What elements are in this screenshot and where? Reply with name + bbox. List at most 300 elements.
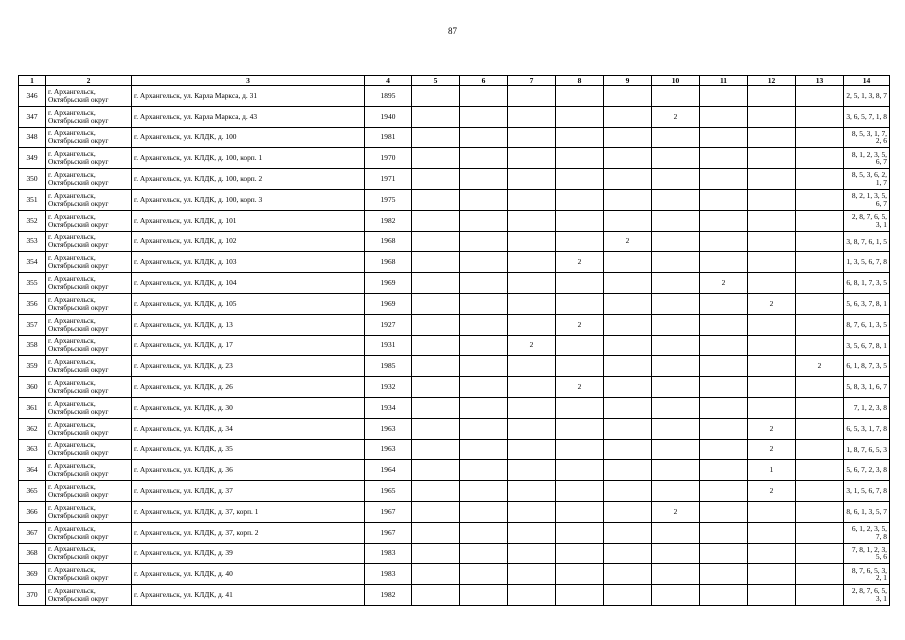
row-value-c11 <box>700 377 748 398</box>
location-district: Октябрьский округ <box>48 344 109 354</box>
row-value-c13 <box>796 460 844 481</box>
row-order: 3, 5, 6, 7, 8, 1 <box>844 335 890 356</box>
row-value-c5 <box>412 543 460 564</box>
column-header: 2 <box>46 76 132 86</box>
row-number: 362 <box>19 418 46 439</box>
table-row <box>19 522 890 543</box>
row-value-c9 <box>604 169 652 190</box>
row-value-c10 <box>652 210 700 231</box>
row-year: 1968 <box>365 252 412 273</box>
location-district: Октябрьский округ <box>48 594 109 604</box>
row-address: г. Архангельск, ул. КЛДК, д. 26 <box>132 377 365 398</box>
location-district: Октябрьский округ <box>48 386 109 396</box>
column-header: 5 <box>412 76 460 86</box>
row-value-c9 <box>604 106 652 127</box>
row-value-c13 <box>796 86 844 107</box>
row-order: 8, 5, 3, 1, 7, 2, 6 <box>844 127 890 148</box>
row-year: 1967 <box>365 522 412 543</box>
row-value-c8 <box>556 439 604 460</box>
table-row <box>19 210 890 231</box>
row-value-c8: 2 <box>556 252 604 273</box>
row-value-c12 <box>748 397 796 418</box>
location-city: г. Архангельск, <box>48 232 96 242</box>
row-year: 1971 <box>365 169 412 190</box>
row-location <box>46 460 132 481</box>
row-value-c6 <box>460 397 508 418</box>
row-address: г. Архангельск, ул. КЛДК, д. 36 <box>132 460 365 481</box>
location-city: г. Архангельск, <box>48 170 96 180</box>
row-value-c7 <box>508 564 556 585</box>
location-city: г. Архангельск, <box>48 544 96 554</box>
row-year: 1983 <box>365 564 412 585</box>
column-header: 6 <box>460 76 508 86</box>
row-value-c5 <box>412 460 460 481</box>
table-row <box>19 335 890 356</box>
row-value-c6 <box>460 148 508 169</box>
row-year: 1965 <box>365 481 412 502</box>
row-value-c5 <box>412 106 460 127</box>
row-value-c13: 2 <box>796 356 844 377</box>
row-value-c12 <box>748 585 796 606</box>
row-value-c12 <box>748 169 796 190</box>
table-row <box>19 356 890 377</box>
row-value-c11 <box>700 252 748 273</box>
row-location <box>46 585 132 606</box>
row-location <box>46 231 132 252</box>
row-address: г. Архангельск, ул. КЛДК, д. 35 <box>132 439 365 460</box>
row-value-c12: 2 <box>748 439 796 460</box>
row-order: 2, 8, 7, 6, 5, 3, 1 <box>844 210 890 231</box>
row-value-c13 <box>796 397 844 418</box>
row-value-c11 <box>700 293 748 314</box>
row-location <box>46 86 132 107</box>
row-number: 365 <box>19 481 46 502</box>
row-value-c8 <box>556 127 604 148</box>
row-value-c8 <box>556 335 604 356</box>
row-location <box>46 127 132 148</box>
row-address: г. Архангельск, ул. КЛДК, д. 100 <box>132 127 365 148</box>
row-number: 347 <box>19 106 46 127</box>
row-location <box>46 314 132 335</box>
row-value-c12: 2 <box>748 293 796 314</box>
row-number: 370 <box>19 585 46 606</box>
row-number: 369 <box>19 564 46 585</box>
row-order: 3, 6, 5, 7, 1, 8 <box>844 106 890 127</box>
row-year: 1967 <box>365 501 412 522</box>
row-number: 367 <box>19 522 46 543</box>
location-district: Октябрьский округ <box>48 178 109 188</box>
row-order: 6, 1, 8, 7, 3, 5 <box>844 356 890 377</box>
row-value-c5 <box>412 356 460 377</box>
row-value-c9 <box>604 356 652 377</box>
row-value-c8 <box>556 293 604 314</box>
column-header: 8 <box>556 76 604 86</box>
location-city: г. Архангельск, <box>48 107 96 117</box>
row-value-c12 <box>748 148 796 169</box>
row-value-c10: 2 <box>652 106 700 127</box>
row-value-c13 <box>796 543 844 564</box>
location-district: Октябрьский округ <box>48 198 109 208</box>
row-number: 361 <box>19 397 46 418</box>
location-city: г. Архангельск, <box>48 565 96 575</box>
row-order: 5, 6, 7, 2, 3, 8 <box>844 460 890 481</box>
location-city: г. Архангельск, <box>48 128 96 138</box>
location-district: Октябрьский округ <box>48 573 109 583</box>
row-value-c13 <box>796 169 844 190</box>
location-district: Октябрьский округ <box>48 469 109 479</box>
row-year: 1940 <box>365 106 412 127</box>
row-address: г. Архангельск, ул. КЛДК, д. 103 <box>132 252 365 273</box>
row-value-c10 <box>652 356 700 377</box>
row-value-c9 <box>604 397 652 418</box>
row-value-c8 <box>556 585 604 606</box>
row-value-c13 <box>796 314 844 335</box>
row-value-c12 <box>748 127 796 148</box>
row-value-c7 <box>508 189 556 210</box>
table-row <box>19 273 890 294</box>
row-value-c6 <box>460 564 508 585</box>
row-address: г. Архангельск, ул. КЛДК, д. 102 <box>132 231 365 252</box>
location-district: Октябрьский округ <box>48 282 109 292</box>
row-value-c11 <box>700 439 748 460</box>
row-value-c12 <box>748 501 796 522</box>
table-row <box>19 86 890 107</box>
row-number: 354 <box>19 252 46 273</box>
column-header: 4 <box>365 76 412 86</box>
row-number: 364 <box>19 460 46 481</box>
row-value-c13 <box>796 439 844 460</box>
row-value-c9 <box>604 439 652 460</box>
row-location <box>46 481 132 502</box>
row-value-c10 <box>652 314 700 335</box>
column-header: 12 <box>748 76 796 86</box>
row-value-c9 <box>604 314 652 335</box>
row-address: г. Архангельск, ул. КЛДК, д. 37 <box>132 481 365 502</box>
row-value-c8 <box>556 481 604 502</box>
row-value-c8 <box>556 106 604 127</box>
location-city: г. Архангельск, <box>48 523 96 533</box>
row-value-c7 <box>508 293 556 314</box>
row-value-c12 <box>748 356 796 377</box>
row-value-c6 <box>460 127 508 148</box>
row-value-c10 <box>652 585 700 606</box>
row-number: 352 <box>19 210 46 231</box>
row-location <box>46 169 132 190</box>
row-order: 7, 8, 1, 2, 3, 5, 6 <box>844 543 890 564</box>
row-value-c6 <box>460 543 508 564</box>
location-district: Октябрьский округ <box>48 157 109 167</box>
row-value-c8 <box>556 148 604 169</box>
row-year: 1970 <box>365 148 412 169</box>
row-value-c6 <box>460 335 508 356</box>
table-row <box>19 293 890 314</box>
row-number: 363 <box>19 439 46 460</box>
row-address: г. Архангельск, ул. КЛДК, д. 34 <box>132 418 365 439</box>
row-value-c11 <box>700 189 748 210</box>
row-value-c6 <box>460 356 508 377</box>
row-value-c5 <box>412 397 460 418</box>
row-value-c11 <box>700 460 748 481</box>
row-value-c8 <box>556 189 604 210</box>
row-location <box>46 377 132 398</box>
row-address: г. Архангельск, ул. КЛДК, д. 37, корп. 2 <box>132 522 365 543</box>
row-value-c8 <box>556 169 604 190</box>
row-location <box>46 439 132 460</box>
row-value-c6 <box>460 210 508 231</box>
row-value-c13 <box>796 148 844 169</box>
row-value-c12 <box>748 314 796 335</box>
row-value-c7 <box>508 501 556 522</box>
data-table <box>18 75 890 606</box>
row-value-c10: 2 <box>652 501 700 522</box>
row-order: 2, 5, 1, 3, 8, 7 <box>844 86 890 107</box>
row-value-c8 <box>556 210 604 231</box>
row-value-c13 <box>796 252 844 273</box>
row-year: 1934 <box>365 397 412 418</box>
row-value-c12 <box>748 522 796 543</box>
row-value-c11 <box>700 418 748 439</box>
row-value-c9 <box>604 210 652 231</box>
row-value-c9 <box>604 522 652 543</box>
page-number: 87 <box>448 26 457 36</box>
row-value-c10 <box>652 148 700 169</box>
row-address: г. Архангельск, ул. КЛДК, д. 100, корп. 2 <box>132 169 365 190</box>
table-row <box>19 148 890 169</box>
row-year: 1982 <box>365 210 412 231</box>
row-location <box>46 397 132 418</box>
row-value-c13 <box>796 335 844 356</box>
row-value-c7 <box>508 585 556 606</box>
row-value-c5 <box>412 314 460 335</box>
row-value-c11 <box>700 522 748 543</box>
location-district: Октябрьский округ <box>48 115 109 125</box>
row-value-c9 <box>604 564 652 585</box>
row-year: 1963 <box>365 439 412 460</box>
row-location <box>46 564 132 585</box>
row-value-c10 <box>652 439 700 460</box>
row-value-c13 <box>796 210 844 231</box>
row-location <box>46 543 132 564</box>
row-year: 1985 <box>365 356 412 377</box>
row-value-c11 <box>700 106 748 127</box>
row-value-c9 <box>604 501 652 522</box>
row-value-c6 <box>460 231 508 252</box>
row-value-c7 <box>508 481 556 502</box>
row-order: 6, 8, 1, 7, 3, 5 <box>844 273 890 294</box>
row-value-c5 <box>412 210 460 231</box>
location-city: г. Архангельск, <box>48 274 96 284</box>
row-number: 360 <box>19 377 46 398</box>
row-value-c8 <box>556 273 604 294</box>
row-value-c9 <box>604 335 652 356</box>
row-value-c5 <box>412 148 460 169</box>
location-city: г. Архангельск, <box>48 86 96 96</box>
row-value-c8 <box>556 418 604 439</box>
table-row <box>19 501 890 522</box>
table-row <box>19 314 890 335</box>
row-value-c8 <box>556 522 604 543</box>
row-value-c9 <box>604 481 652 502</box>
location-district: Октябрьский округ <box>48 531 109 541</box>
row-value-c10 <box>652 377 700 398</box>
row-location <box>46 252 132 273</box>
row-value-c13 <box>796 585 844 606</box>
row-value-c11 <box>700 356 748 377</box>
row-value-c8 <box>556 460 604 481</box>
location-city: г. Архангельск, <box>48 586 96 596</box>
table-row <box>19 543 890 564</box>
row-value-c11 <box>700 210 748 231</box>
location-city: г. Архангельск, <box>48 461 96 471</box>
row-number: 348 <box>19 127 46 148</box>
row-value-c7 <box>508 397 556 418</box>
row-order: 8, 7, 6, 5, 3, 2, 1 <box>844 564 890 585</box>
row-value-c7 <box>508 356 556 377</box>
row-order: 3, 1, 5, 6, 7, 8 <box>844 481 890 502</box>
row-value-c5 <box>412 439 460 460</box>
row-value-c11 <box>700 543 748 564</box>
row-address: г. Архангельск, ул. КЛДК, д. 105 <box>132 293 365 314</box>
row-value-c6 <box>460 481 508 502</box>
row-number: 353 <box>19 231 46 252</box>
row-value-c7 <box>508 418 556 439</box>
location-city: г. Архангельск, <box>48 149 96 159</box>
row-value-c13 <box>796 522 844 543</box>
row-value-c7 <box>508 127 556 148</box>
row-value-c9 <box>604 127 652 148</box>
row-value-c8 <box>556 231 604 252</box>
column-header: 7 <box>508 76 556 86</box>
row-value-c5 <box>412 418 460 439</box>
row-order: 6, 1, 2, 3, 5, 7, 8 <box>844 522 890 543</box>
column-header: 9 <box>604 76 652 86</box>
row-value-c13 <box>796 293 844 314</box>
row-value-c7 <box>508 86 556 107</box>
column-header: 10 <box>652 76 700 86</box>
row-address: г. Архангельск, ул. КЛДК, д. 17 <box>132 335 365 356</box>
row-value-c10 <box>652 481 700 502</box>
location-city: г. Архангельск, <box>48 315 96 325</box>
row-value-c8 <box>556 86 604 107</box>
row-value-c6 <box>460 273 508 294</box>
row-value-c9 <box>604 86 652 107</box>
row-location <box>46 106 132 127</box>
row-number: 359 <box>19 356 46 377</box>
row-order: 8, 1, 2, 3, 5, 6, 7 <box>844 148 890 169</box>
row-value-c12: 2 <box>748 481 796 502</box>
row-value-c10 <box>652 460 700 481</box>
row-value-c12 <box>748 543 796 564</box>
row-year: 1981 <box>365 127 412 148</box>
column-header: 3 <box>132 76 365 86</box>
location-district: Октябрьский округ <box>48 323 109 333</box>
table-row <box>19 127 890 148</box>
row-value-c6 <box>460 439 508 460</box>
row-value-c11 <box>700 148 748 169</box>
location-district: Октябрьский округ <box>48 219 109 229</box>
row-value-c13 <box>796 481 844 502</box>
row-value-c11 <box>700 335 748 356</box>
row-value-c11 <box>700 169 748 190</box>
location-district: Октябрьский округ <box>48 136 109 146</box>
row-value-c12 <box>748 564 796 585</box>
location-city: г. Архангельск, <box>48 211 96 221</box>
row-value-c9 <box>604 293 652 314</box>
row-value-c6 <box>460 314 508 335</box>
row-value-c10 <box>652 564 700 585</box>
row-number: 349 <box>19 148 46 169</box>
row-value-c6 <box>460 252 508 273</box>
row-value-c5 <box>412 252 460 273</box>
table-row <box>19 377 890 398</box>
row-value-c5 <box>412 522 460 543</box>
row-location <box>46 189 132 210</box>
row-value-c6 <box>460 418 508 439</box>
location-district: Октябрьский округ <box>48 490 109 500</box>
row-value-c12 <box>748 252 796 273</box>
row-value-c11 <box>700 314 748 335</box>
row-value-c12 <box>748 86 796 107</box>
row-value-c6 <box>460 377 508 398</box>
row-value-c10 <box>652 252 700 273</box>
row-location <box>46 522 132 543</box>
column-header: 13 <box>796 76 844 86</box>
table-row <box>19 397 890 418</box>
table-header <box>19 76 890 86</box>
row-value-c5 <box>412 481 460 502</box>
row-address: г. Архангельск, ул. Карла Маркса, д. 43 <box>132 106 365 127</box>
header-row <box>19 76 890 86</box>
row-location <box>46 335 132 356</box>
row-order: 8, 5, 3, 6, 2, 1, 7 <box>844 169 890 190</box>
table-row <box>19 460 890 481</box>
row-value-c9 <box>604 543 652 564</box>
row-value-c8 <box>556 501 604 522</box>
row-address: г. Архангельск, ул. КЛДК, д. 41 <box>132 585 365 606</box>
row-number: 358 <box>19 335 46 356</box>
row-value-c7 <box>508 439 556 460</box>
row-value-c5 <box>412 377 460 398</box>
row-number: 346 <box>19 86 46 107</box>
row-value-c7 <box>508 460 556 481</box>
row-value-c7 <box>508 148 556 169</box>
table-row <box>19 439 890 460</box>
row-value-c11: 2 <box>700 273 748 294</box>
row-value-c11 <box>700 127 748 148</box>
row-order: 3, 8, 7, 6, 1, 5 <box>844 231 890 252</box>
row-address: г. Архангельск, ул. КЛДК, д. 104 <box>132 273 365 294</box>
column-header: 11 <box>700 76 748 86</box>
row-year: 1932 <box>365 377 412 398</box>
row-value-c8 <box>556 564 604 585</box>
row-value-c8 <box>556 397 604 418</box>
row-order: 8, 2, 1, 3, 5, 6, 7 <box>844 189 890 210</box>
row-value-c7 <box>508 377 556 398</box>
row-value-c9 <box>604 418 652 439</box>
location-city: г. Архангельск, <box>48 482 96 492</box>
row-address: г. Архангельск, ул. КЛДК, д. 100, корп. 3 <box>132 189 365 210</box>
row-value-c7 <box>508 314 556 335</box>
location-district: Октябрьский округ <box>48 94 109 104</box>
row-location <box>46 293 132 314</box>
row-value-c5 <box>412 127 460 148</box>
row-value-c12 <box>748 210 796 231</box>
location-city: г. Архангельск, <box>48 294 96 304</box>
location-district: Октябрьский округ <box>48 406 109 416</box>
row-value-c10 <box>652 335 700 356</box>
location-district: Октябрьский округ <box>48 365 109 375</box>
table-row <box>19 169 890 190</box>
